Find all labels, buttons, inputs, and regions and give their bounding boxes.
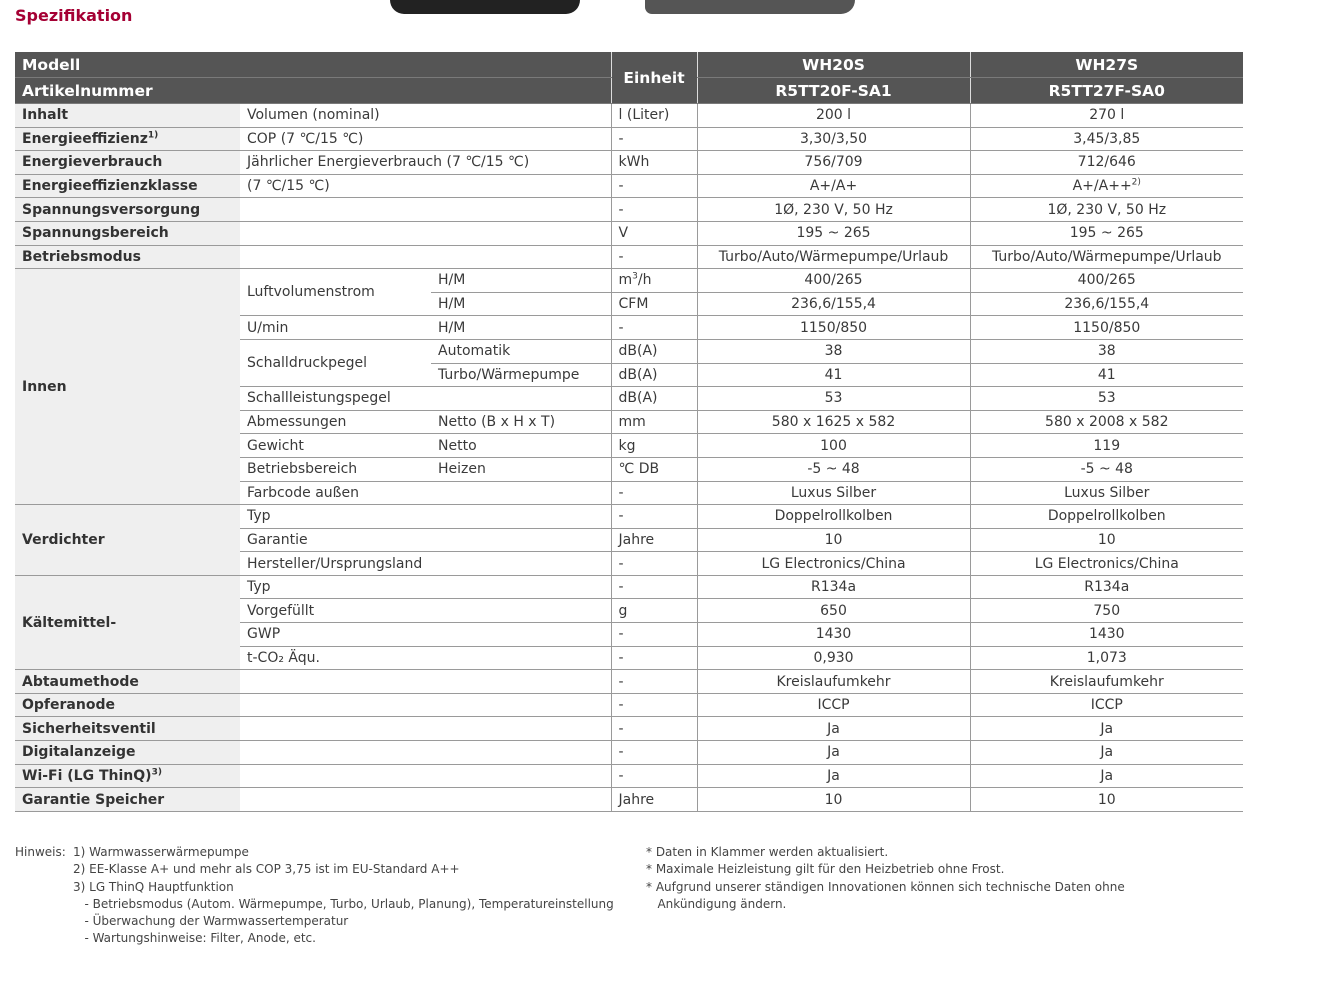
row-unit: -: [611, 505, 697, 529]
row-group: Energieverbrauch: [15, 151, 240, 175]
row-unit: Jahre: [611, 528, 697, 552]
row-value-1: Kreislaufumkehr: [697, 670, 970, 694]
row-group-innen: Innen: [15, 269, 240, 505]
footnote-marker: 3): [151, 767, 162, 778]
table-row: [15, 717, 1243, 741]
header-article-2: R5TT27F-SA0: [970, 78, 1243, 104]
row-group: Garantie Speicher: [15, 788, 240, 812]
row-unit: -: [611, 717, 697, 741]
row-unit: -: [611, 670, 697, 694]
row-value-1: 236,6/155,4: [697, 292, 970, 316]
row-group-verdichter: Verdichter: [15, 505, 240, 576]
row-unit: ℃ DB: [611, 457, 697, 481]
row-group: Spannungsversorgung: [15, 198, 240, 222]
row-unit: -: [611, 623, 697, 647]
row-value-1: Luxus Silber: [697, 481, 970, 505]
row-value-2: 53: [970, 387, 1243, 411]
row-sublabel: Heizen: [431, 457, 611, 481]
row-value-2: Doppelrollkolben: [970, 505, 1243, 529]
row-value-2: 270 l: [970, 104, 1243, 128]
row-label: t-CO₂ Äqu.: [240, 646, 611, 670]
row-group: Abtaumethode: [15, 670, 240, 694]
row-value-1: 0,930: [697, 646, 970, 670]
row-value-1: R134a: [697, 575, 970, 599]
row-value-2: 10: [970, 528, 1243, 552]
row-value-2: 236,6/155,4: [970, 292, 1243, 316]
row-label: [240, 245, 611, 269]
row-value-2: Ja: [970, 741, 1243, 765]
row-value-1: Turbo/Auto/Wärmepumpe/Urlaub: [697, 245, 970, 269]
row-value-1: 1430: [697, 623, 970, 647]
row-label: [240, 741, 611, 765]
note-line: - Wartungshinweise: Filter, Anode, etc.: [73, 931, 316, 946]
row-label: Vorgefüllt: [240, 599, 611, 623]
row-label: Farbcode außen: [240, 481, 611, 505]
note-line: 2) EE-Klasse A+ und mehr als COP 3,75 ist im EU-Standard A++: [73, 862, 460, 877]
note-line: - Überwachung der Warmwassertemperatur: [73, 914, 349, 929]
table-row: [15, 764, 1243, 788]
row-value-1: Ja: [697, 717, 970, 741]
notes-right: [646, 844, 1125, 913]
row-unit: l (Liter): [611, 104, 697, 128]
row-value-2: R134a: [970, 575, 1243, 599]
row-group: Energieeffizienzklasse: [15, 174, 240, 198]
row-value-2: 712/646: [970, 151, 1243, 175]
row-unit: -: [611, 764, 697, 788]
unit-superscript: 3: [632, 271, 638, 282]
row-value-1: 580 x 1625 x 582: [697, 410, 970, 434]
row-value-1: 400/265: [697, 269, 970, 293]
row-value-2: ICCP: [970, 693, 1243, 717]
unit-tail: /h: [637, 272, 652, 289]
row-value-2: 195 ~ 265: [970, 221, 1243, 245]
row-unit: -: [611, 481, 697, 505]
row-label: U/min: [240, 316, 431, 340]
row-value-1: Ja: [697, 741, 970, 765]
row-sublabel: Automatik: [431, 339, 611, 363]
row-sublabel: H/M: [431, 292, 611, 316]
row-value-2: LG Electronics/China: [970, 552, 1243, 576]
row-value-2: -5 ~ 48: [970, 457, 1243, 481]
notes-left: [73, 844, 614, 948]
row-unit: CFM: [611, 292, 697, 316]
table-row: [15, 104, 1243, 128]
row-unit: Jahre: [611, 788, 697, 812]
table-row: [15, 505, 1243, 529]
row-value-1: Doppelrollkolben: [697, 505, 970, 529]
footnote-marker: 1): [147, 130, 159, 141]
row-label: [240, 717, 611, 741]
unit-text: m: [618, 272, 633, 289]
row-group-text: Energieeffizienz: [22, 130, 148, 147]
table-row: [15, 741, 1243, 765]
row-unit: [611, 269, 697, 293]
row-unit: -: [611, 174, 697, 198]
row-unit: -: [611, 693, 697, 717]
row-value-2: Turbo/Auto/Wärmepumpe/Urlaub: [970, 245, 1243, 269]
table-row: [15, 174, 1243, 198]
table-row: [15, 198, 1243, 222]
row-unit: dB(A): [611, 339, 697, 363]
row-label: [240, 670, 611, 694]
notes-label: Hinweis:: [15, 845, 66, 859]
row-unit: -: [611, 741, 697, 765]
row-label: Typ: [240, 575, 611, 599]
row-value-2: Ja: [970, 717, 1243, 741]
row-label: Schallleistungspegel: [240, 387, 611, 411]
row-group-kaeltemittel: Kältemittel-: [15, 575, 240, 669]
table-row: [15, 127, 1243, 151]
row-label: Volumen (nominal): [240, 104, 611, 128]
page-title: Spezifikation: [15, 6, 133, 25]
row-value-1: 650: [697, 599, 970, 623]
row-group-text: Wi-Fi (LG ThinQ): [22, 767, 152, 784]
row-label: Abmessungen: [240, 410, 431, 434]
row-value-1: A+/A+: [697, 174, 970, 198]
row-sublabel: Turbo/Wärmepumpe: [431, 363, 611, 387]
row-value-2: 41: [970, 363, 1243, 387]
row-value-2: 1,073: [970, 646, 1243, 670]
row-value-2: 400/265: [970, 269, 1243, 293]
row-sublabel: H/M: [431, 269, 611, 293]
row-label: Typ: [240, 505, 611, 529]
header-article: Artikelnummer: [15, 78, 611, 104]
row-group: Inhalt: [15, 104, 240, 128]
product-image-fragment-right: [645, 0, 855, 14]
row-label: [240, 764, 611, 788]
header-model-2: WH27S: [970, 52, 1243, 78]
row-value-1: 1150/850: [697, 316, 970, 340]
note-line: 1) Warmwasserwärmepumpe: [73, 845, 249, 859]
row-unit: -: [611, 245, 697, 269]
row-unit: g: [611, 599, 697, 623]
note-line: Ankündigung ändern.: [646, 896, 787, 911]
row-sublabel: Netto (B x H x T): [431, 410, 611, 434]
row-unit: -: [611, 127, 697, 151]
row-group: Digitalanzeige: [15, 741, 240, 765]
row-unit: -: [611, 575, 697, 599]
header-model: Modell: [15, 52, 611, 78]
note-line: * Maximale Heizleistung gilt für den Heizbetrieb ohne Frost.: [646, 862, 1005, 877]
row-value-1: 1Ø, 230 V, 50 Hz: [697, 198, 970, 222]
note-line: - Betriebsmodus (Autom. Wärmepumpe, Turbo, Urlaub, Planung), Temperatureinstellung: [73, 896, 614, 911]
row-value-2: 1Ø, 230 V, 50 Hz: [970, 198, 1243, 222]
table-row: [15, 670, 1243, 694]
row-unit: kg: [611, 434, 697, 458]
row-label: Gewicht: [240, 434, 431, 458]
row-group: [15, 127, 240, 151]
row-label: COP (7 ℃/15 ℃): [240, 127, 611, 151]
row-label: Betriebsbereich: [240, 457, 431, 481]
row-value-1: 200 l: [697, 104, 970, 128]
row-value-2: 10: [970, 788, 1243, 812]
row-label: (7 ℃/15 ℃): [240, 174, 611, 198]
row-value-1: 38: [697, 339, 970, 363]
table-row: [15, 245, 1243, 269]
row-value-2: Ja: [970, 764, 1243, 788]
row-value-1: 756/709: [697, 151, 970, 175]
row-value-1: LG Electronics/China: [697, 552, 970, 576]
row-value-1: 3,30/3,50: [697, 127, 970, 151]
row-group: Betriebsmodus: [15, 245, 240, 269]
row-unit: -: [611, 646, 697, 670]
row-label: [240, 693, 611, 717]
row-value-2: 1150/850: [970, 316, 1243, 340]
row-value-2: 3,45/3,85: [970, 127, 1243, 151]
row-group: Spannungsbereich: [15, 221, 240, 245]
row-unit: V: [611, 221, 697, 245]
header-row-model: [15, 52, 1243, 78]
row-sublabel: H/M: [431, 316, 611, 340]
row-label: [240, 198, 611, 222]
row-group: Sicherheitsventil: [15, 717, 240, 741]
row-value-1: 100: [697, 434, 970, 458]
note-line: 3) LG ThinQ Hauptfunktion: [73, 879, 234, 894]
row-value-1: ICCP: [697, 693, 970, 717]
row-value-text: A+/A++: [1072, 178, 1132, 195]
row-value-1: Ja: [697, 764, 970, 788]
row-unit: -: [611, 552, 697, 576]
header-unit: Einheit: [611, 52, 697, 104]
table-row: [15, 221, 1243, 245]
row-value-2: Kreislaufumkehr: [970, 670, 1243, 694]
row-value-1: 41: [697, 363, 970, 387]
table-row: [15, 693, 1243, 717]
row-unit: -: [611, 316, 697, 340]
row-sublabel: Netto: [431, 434, 611, 458]
row-label: Hersteller/Ursprungsland: [240, 552, 611, 576]
row-unit: -: [611, 198, 697, 222]
row-unit: dB(A): [611, 363, 697, 387]
row-label: GWP: [240, 623, 611, 647]
table-row: [15, 788, 1243, 812]
row-value-2: [970, 174, 1243, 198]
row-value-1: 10: [697, 788, 970, 812]
footnote-marker: 2): [1131, 177, 1141, 188]
row-label: Schalldruckpegel: [240, 339, 431, 386]
row-unit: dB(A): [611, 387, 697, 411]
note-line: * Daten in Klammer werden aktualisiert.: [646, 845, 889, 859]
row-label: [240, 221, 611, 245]
row-value-2: 750: [970, 599, 1243, 623]
row-label: Garantie: [240, 528, 611, 552]
row-unit: kWh: [611, 151, 697, 175]
header-article-1: R5TT20F-SA1: [697, 78, 970, 104]
row-label: Jährlicher Energieverbrauch (7 ℃/15 ℃): [240, 151, 611, 175]
row-value-2: 38: [970, 339, 1243, 363]
table-row: [15, 269, 1243, 293]
header-model-1: WH20S: [697, 52, 970, 78]
row-value-2: 1430: [970, 623, 1243, 647]
table-row: [15, 575, 1243, 599]
row-value-1: -5 ~ 48: [697, 457, 970, 481]
row-group: Opferanode: [15, 693, 240, 717]
product-image-fragment-left: [390, 0, 580, 14]
table-row: [15, 151, 1243, 175]
row-unit: mm: [611, 410, 697, 434]
row-value-2: 119: [970, 434, 1243, 458]
row-label: [240, 788, 611, 812]
row-value-2: Luxus Silber: [970, 481, 1243, 505]
row-value-1: 195 ~ 265: [697, 221, 970, 245]
row-value-1: 10: [697, 528, 970, 552]
note-line: * Aufgrund unserer ständigen Innovationen können sich technische Daten ohne: [646, 879, 1125, 894]
row-value-2: 580 x 2008 x 582: [970, 410, 1243, 434]
row-label: Luftvolumenstrom: [240, 269, 431, 316]
spec-table: [15, 52, 1243, 812]
row-value-1: 53: [697, 387, 970, 411]
row-group: [15, 764, 240, 788]
